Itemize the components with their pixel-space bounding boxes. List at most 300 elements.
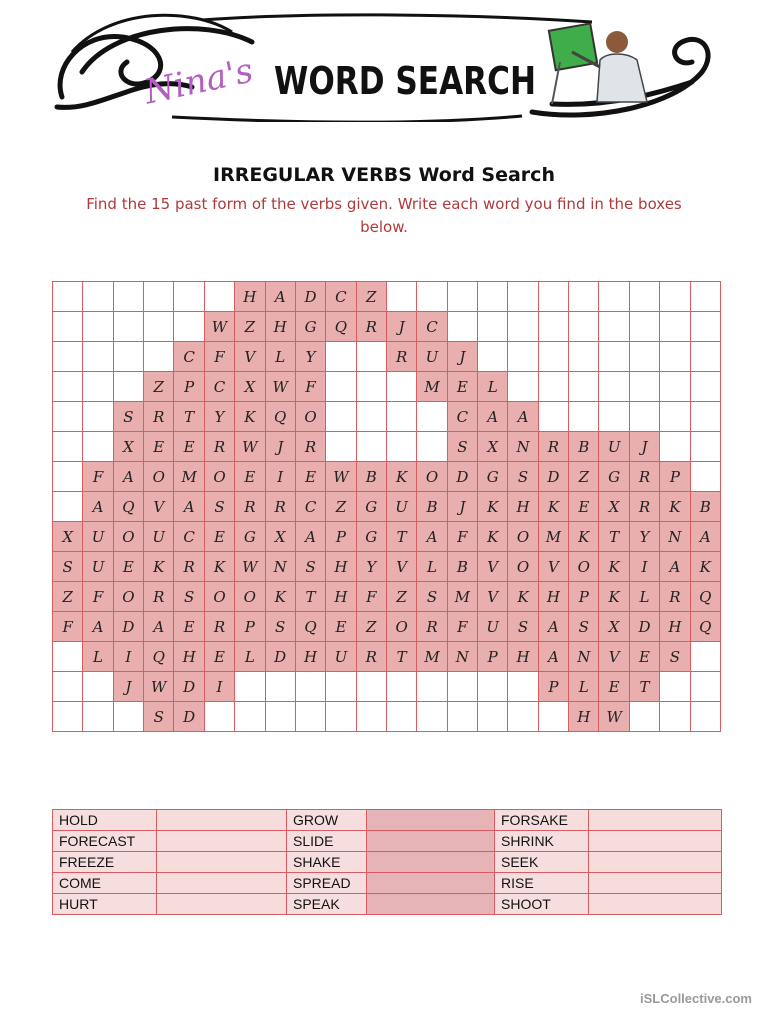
grid-cell[interactable]: F [447, 612, 477, 642]
grid-cell[interactable]: R [204, 432, 234, 462]
grid-cell[interactable]: U [417, 342, 447, 372]
grid-cell[interactable] [386, 282, 416, 312]
grid-cell[interactable] [386, 372, 416, 402]
grid-cell[interactable] [174, 282, 204, 312]
grid-cell[interactable]: U [599, 432, 629, 462]
grid-cell[interactable]: U [326, 642, 356, 672]
grid-cell[interactable] [508, 342, 538, 372]
grid-cell[interactable]: S [660, 642, 690, 672]
grid-cell[interactable]: K [478, 522, 508, 552]
grid-cell[interactable]: H [295, 642, 325, 672]
answer-box[interactable] [589, 831, 722, 852]
grid-cell[interactable] [660, 342, 690, 372]
grid-cell[interactable]: L [629, 582, 659, 612]
grid-cell[interactable]: N [569, 642, 599, 672]
grid-cell[interactable]: A [83, 492, 113, 522]
grid-cell[interactable]: R [265, 492, 295, 522]
grid-cell[interactable]: R [144, 402, 174, 432]
grid-cell[interactable]: K [599, 582, 629, 612]
grid-cell[interactable]: B [417, 492, 447, 522]
grid-cell[interactable]: S [295, 552, 325, 582]
grid-cell[interactable]: A [538, 612, 568, 642]
grid-cell[interactable]: S [204, 492, 234, 522]
grid-cell[interactable]: E [295, 462, 325, 492]
grid-cell[interactable] [599, 402, 629, 432]
grid-cell[interactable]: X [265, 522, 295, 552]
grid-cell[interactable]: O [295, 402, 325, 432]
grid-cell[interactable]: F [83, 462, 113, 492]
grid-cell[interactable]: G [478, 462, 508, 492]
grid-cell[interactable]: H [235, 282, 265, 312]
grid-cell[interactable]: F [53, 612, 83, 642]
grid-cell[interactable]: O [144, 462, 174, 492]
grid-cell[interactable]: F [447, 522, 477, 552]
grid-cell[interactable] [83, 282, 113, 312]
grid-cell[interactable] [538, 372, 568, 402]
grid-cell[interactable]: C [174, 522, 204, 552]
grid-cell[interactable]: J [629, 432, 659, 462]
grid-cell[interactable]: T [295, 582, 325, 612]
grid-cell[interactable]: Y [204, 402, 234, 432]
grid-cell[interactable]: R [174, 552, 204, 582]
answer-box[interactable] [367, 873, 495, 894]
grid-cell[interactable]: A [690, 522, 720, 552]
grid-cell[interactable] [569, 282, 599, 312]
grid-cell[interactable]: H [569, 702, 599, 732]
grid-cell[interactable]: U [83, 552, 113, 582]
grid-cell[interactable]: R [386, 342, 416, 372]
grid-cell[interactable]: N [660, 522, 690, 552]
grid-cell[interactable]: O [204, 462, 234, 492]
grid-cell[interactable] [113, 372, 143, 402]
grid-cell[interactable]: W [235, 552, 265, 582]
grid-cell[interactable]: Q [326, 312, 356, 342]
answer-box[interactable] [589, 873, 722, 894]
grid-cell[interactable] [690, 462, 720, 492]
grid-cell[interactable]: J [447, 342, 477, 372]
grid-cell[interactable] [386, 672, 416, 702]
grid-cell[interactable]: A [538, 642, 568, 672]
grid-cell[interactable] [538, 312, 568, 342]
grid-cell[interactable]: P [538, 672, 568, 702]
answer-box[interactable] [367, 831, 495, 852]
grid-cell[interactable]: D [629, 612, 659, 642]
grid-cell[interactable] [538, 342, 568, 372]
grid-cell[interactable]: E [174, 612, 204, 642]
grid-cell[interactable]: J [447, 492, 477, 522]
grid-cell[interactable]: E [629, 642, 659, 672]
grid-cell[interactable]: Q [113, 492, 143, 522]
grid-cell[interactable]: N [265, 552, 295, 582]
grid-cell[interactable]: Y [295, 342, 325, 372]
grid-cell[interactable]: A [478, 402, 508, 432]
grid-cell[interactable] [690, 432, 720, 462]
grid-cell[interactable] [660, 372, 690, 402]
grid-cell[interactable] [83, 402, 113, 432]
grid-cell[interactable] [538, 402, 568, 432]
grid-cell[interactable]: R [356, 642, 386, 672]
grid-cell[interactable]: D [295, 282, 325, 312]
grid-cell[interactable] [538, 702, 568, 732]
grid-cell[interactable] [447, 282, 477, 312]
grid-cell[interactable]: O [508, 552, 538, 582]
grid-cell[interactable]: P [569, 582, 599, 612]
grid-cell[interactable] [508, 312, 538, 342]
grid-cell[interactable] [235, 672, 265, 702]
grid-cell[interactable]: T [629, 672, 659, 702]
grid-cell[interactable]: K [144, 552, 174, 582]
grid-cell[interactable]: X [235, 372, 265, 402]
grid-cell[interactable]: T [386, 642, 416, 672]
grid-cell[interactable] [356, 672, 386, 702]
grid-cell[interactable]: D [174, 702, 204, 732]
grid-cell[interactable]: O [508, 522, 538, 552]
grid-cell[interactable]: S [417, 582, 447, 612]
grid-cell[interactable] [690, 402, 720, 432]
grid-cell[interactable]: C [417, 312, 447, 342]
grid-cell[interactable]: T [174, 402, 204, 432]
grid-cell[interactable]: S [569, 612, 599, 642]
grid-cell[interactable] [569, 342, 599, 372]
grid-cell[interactable]: J [113, 672, 143, 702]
grid-cell[interactable]: Z [356, 282, 386, 312]
grid-cell[interactable]: A [113, 462, 143, 492]
grid-cell[interactable]: L [83, 642, 113, 672]
grid-cell[interactable]: Q [144, 642, 174, 672]
grid-cell[interactable]: X [599, 612, 629, 642]
grid-cell[interactable]: V [478, 552, 508, 582]
grid-cell[interactable] [599, 312, 629, 342]
grid-cell[interactable] [113, 702, 143, 732]
grid-cell[interactable]: I [629, 552, 659, 582]
grid-cell[interactable]: X [599, 492, 629, 522]
grid-cell[interactable]: O [417, 462, 447, 492]
grid-cell[interactable]: Z [386, 582, 416, 612]
grid-cell[interactable]: A [660, 552, 690, 582]
grid-cell[interactable] [356, 372, 386, 402]
grid-cell[interactable]: P [174, 372, 204, 402]
grid-cell[interactable] [356, 432, 386, 462]
grid-cell[interactable]: R [204, 612, 234, 642]
grid-cell[interactable]: W [144, 672, 174, 702]
answer-box[interactable] [157, 810, 287, 831]
grid-cell[interactable] [569, 402, 599, 432]
grid-cell[interactable]: H [508, 642, 538, 672]
grid-cell[interactable] [629, 282, 659, 312]
grid-cell[interactable]: K [508, 582, 538, 612]
grid-cell[interactable]: C [295, 492, 325, 522]
grid-cell[interactable]: L [417, 552, 447, 582]
grid-cell[interactable]: Q [690, 582, 720, 612]
grid-cell[interactable]: S [144, 702, 174, 732]
grid-cell[interactable]: J [265, 432, 295, 462]
grid-cell[interactable]: Z [569, 462, 599, 492]
grid-cell[interactable]: K [690, 552, 720, 582]
grid-cell[interactable]: A [265, 282, 295, 312]
grid-cell[interactable]: B [447, 552, 477, 582]
grid-cell[interactable] [478, 702, 508, 732]
grid-cell[interactable]: R [417, 612, 447, 642]
grid-cell[interactable]: D [447, 462, 477, 492]
grid-cell[interactable]: K [569, 522, 599, 552]
grid-cell[interactable] [478, 282, 508, 312]
grid-cell[interactable]: U [83, 522, 113, 552]
grid-cell[interactable] [417, 402, 447, 432]
grid-cell[interactable]: V [386, 552, 416, 582]
grid-cell[interactable]: E [113, 552, 143, 582]
grid-cell[interactable]: W [265, 372, 295, 402]
grid-cell[interactable] [508, 702, 538, 732]
grid-cell[interactable]: M [417, 642, 447, 672]
answer-box[interactable] [367, 810, 495, 831]
grid-cell[interactable]: E [569, 492, 599, 522]
grid-cell[interactable]: R [538, 432, 568, 462]
grid-cell[interactable] [53, 642, 83, 672]
grid-cell[interactable]: E [447, 372, 477, 402]
grid-cell[interactable]: K [204, 552, 234, 582]
grid-cell[interactable]: Z [53, 582, 83, 612]
grid-cell[interactable] [53, 702, 83, 732]
grid-cell[interactable] [417, 702, 447, 732]
grid-cell[interactable]: E [204, 522, 234, 552]
grid-cell[interactable] [326, 372, 356, 402]
grid-cell[interactable]: Z [356, 612, 386, 642]
answer-box[interactable] [589, 852, 722, 873]
grid-cell[interactable]: C [326, 282, 356, 312]
grid-cell[interactable] [417, 432, 447, 462]
grid-cell[interactable]: L [265, 342, 295, 372]
grid-cell[interactable]: I [113, 642, 143, 672]
grid-cell[interactable]: A [83, 612, 113, 642]
grid-cell[interactable]: C [174, 342, 204, 372]
grid-cell[interactable] [356, 342, 386, 372]
grid-cell[interactable]: Y [356, 552, 386, 582]
grid-cell[interactable]: V [538, 552, 568, 582]
grid-cell[interactable] [83, 342, 113, 372]
grid-cell[interactable]: R [144, 582, 174, 612]
grid-cell[interactable]: P [660, 462, 690, 492]
grid-cell[interactable] [690, 372, 720, 402]
grid-cell[interactable] [629, 372, 659, 402]
grid-cell[interactable] [326, 402, 356, 432]
grid-cell[interactable]: N [508, 432, 538, 462]
grid-cell[interactable] [326, 672, 356, 702]
grid-cell[interactable]: O [113, 582, 143, 612]
grid-cell[interactable]: K [265, 582, 295, 612]
grid-cell[interactable]: P [326, 522, 356, 552]
grid-cell[interactable] [386, 432, 416, 462]
grid-cell[interactable]: R [356, 312, 386, 342]
grid-cell[interactable] [295, 702, 325, 732]
grid-cell[interactable]: O [113, 522, 143, 552]
grid-cell[interactable]: Z [326, 492, 356, 522]
grid-cell[interactable] [53, 342, 83, 372]
grid-cell[interactable]: R [629, 492, 659, 522]
answer-box[interactable] [157, 894, 287, 915]
answer-box[interactable] [367, 894, 495, 915]
grid-cell[interactable] [386, 702, 416, 732]
grid-cell[interactable] [478, 672, 508, 702]
grid-cell[interactable] [53, 492, 83, 522]
grid-cell[interactable] [386, 402, 416, 432]
grid-cell[interactable]: G [356, 522, 386, 552]
grid-cell[interactable]: I [204, 672, 234, 702]
grid-cell[interactable]: U [386, 492, 416, 522]
grid-cell[interactable]: S [508, 612, 538, 642]
grid-cell[interactable]: S [113, 402, 143, 432]
grid-cell[interactable] [478, 342, 508, 372]
grid-cell[interactable] [53, 432, 83, 462]
grid-cell[interactable]: V [478, 582, 508, 612]
grid-cell[interactable]: P [478, 642, 508, 672]
grid-cell[interactable] [660, 312, 690, 342]
grid-cell[interactable]: A [508, 402, 538, 432]
grid-cell[interactable] [326, 432, 356, 462]
grid-cell[interactable] [83, 702, 113, 732]
grid-cell[interactable]: D [113, 612, 143, 642]
grid-cell[interactable] [660, 432, 690, 462]
answer-box[interactable] [367, 852, 495, 873]
grid-cell[interactable]: M [538, 522, 568, 552]
grid-cell[interactable]: T [386, 522, 416, 552]
grid-cell[interactable] [53, 372, 83, 402]
grid-cell[interactable] [629, 702, 659, 732]
grid-cell[interactable] [295, 672, 325, 702]
grid-cell[interactable] [508, 372, 538, 402]
grid-cell[interactable]: E [144, 432, 174, 462]
grid-cell[interactable] [83, 312, 113, 342]
grid-cell[interactable] [417, 282, 447, 312]
grid-cell[interactable] [144, 282, 174, 312]
grid-cell[interactable]: B [356, 462, 386, 492]
grid-cell[interactable]: L [235, 642, 265, 672]
grid-cell[interactable]: R [235, 492, 265, 522]
grid-cell[interactable] [599, 282, 629, 312]
grid-cell[interactable]: Q [295, 612, 325, 642]
grid-cell[interactable] [599, 342, 629, 372]
grid-cell[interactable]: X [478, 432, 508, 462]
grid-cell[interactable] [53, 282, 83, 312]
grid-cell[interactable]: E [599, 672, 629, 702]
grid-cell[interactable]: H [508, 492, 538, 522]
grid-cell[interactable] [356, 702, 386, 732]
grid-cell[interactable]: K [478, 492, 508, 522]
grid-cell[interactable]: K [599, 552, 629, 582]
grid-cell[interactable] [660, 402, 690, 432]
grid-cell[interactable]: S [265, 612, 295, 642]
grid-cell[interactable]: H [326, 552, 356, 582]
grid-cell[interactable] [569, 372, 599, 402]
grid-cell[interactable] [265, 702, 295, 732]
grid-cell[interactable]: B [569, 432, 599, 462]
grid-cell[interactable]: O [386, 612, 416, 642]
grid-cell[interactable]: R [629, 462, 659, 492]
grid-cell[interactable]: H [265, 312, 295, 342]
grid-cell[interactable]: K [660, 492, 690, 522]
grid-cell[interactable]: Z [144, 372, 174, 402]
grid-cell[interactable] [629, 312, 659, 342]
grid-cell[interactable]: X [113, 432, 143, 462]
grid-cell[interactable]: Y [629, 522, 659, 552]
grid-cell[interactable]: U [478, 612, 508, 642]
grid-cell[interactable] [447, 312, 477, 342]
grid-cell[interactable] [235, 702, 265, 732]
grid-cell[interactable]: W [326, 462, 356, 492]
grid-cell[interactable]: B [690, 492, 720, 522]
grid-cell[interactable] [660, 672, 690, 702]
grid-cell[interactable]: F [356, 582, 386, 612]
answer-box[interactable] [157, 831, 287, 852]
grid-cell[interactable]: C [204, 372, 234, 402]
grid-cell[interactable] [204, 282, 234, 312]
grid-cell[interactable] [113, 312, 143, 342]
grid-cell[interactable]: T [599, 522, 629, 552]
grid-cell[interactable]: H [538, 582, 568, 612]
grid-cell[interactable] [538, 282, 568, 312]
grid-cell[interactable]: S [174, 582, 204, 612]
grid-cell[interactable]: I [265, 462, 295, 492]
grid-cell[interactable]: K [386, 462, 416, 492]
grid-cell[interactable]: H [326, 582, 356, 612]
grid-cell[interactable]: J [386, 312, 416, 342]
grid-cell[interactable]: H [174, 642, 204, 672]
grid-cell[interactable] [599, 372, 629, 402]
grid-cell[interactable]: W [235, 432, 265, 462]
grid-cell[interactable]: R [295, 432, 325, 462]
grid-cell[interactable]: A [295, 522, 325, 552]
grid-cell[interactable]: O [204, 582, 234, 612]
grid-cell[interactable]: V [235, 342, 265, 372]
grid-cell[interactable]: Q [690, 612, 720, 642]
answer-box[interactable] [157, 852, 287, 873]
grid-cell[interactable] [326, 342, 356, 372]
grid-cell[interactable]: G [356, 492, 386, 522]
grid-cell[interactable] [265, 672, 295, 702]
grid-cell[interactable]: F [204, 342, 234, 372]
answer-box[interactable] [589, 894, 722, 915]
grid-cell[interactable] [83, 372, 113, 402]
answer-box[interactable] [157, 873, 287, 894]
grid-cell[interactable] [83, 432, 113, 462]
grid-cell[interactable]: G [295, 312, 325, 342]
grid-cell[interactable]: K [538, 492, 568, 522]
grid-cell[interactable]: L [478, 372, 508, 402]
grid-cell[interactable]: E [174, 432, 204, 462]
grid-cell[interactable] [53, 462, 83, 492]
grid-cell[interactable]: S [447, 432, 477, 462]
grid-cell[interactable] [690, 642, 720, 672]
grid-cell[interactable]: E [326, 612, 356, 642]
grid-cell[interactable]: S [508, 462, 538, 492]
grid-cell[interactable] [53, 672, 83, 702]
grid-cell[interactable] [690, 672, 720, 702]
grid-cell[interactable] [690, 702, 720, 732]
grid-cell[interactable] [144, 312, 174, 342]
grid-cell[interactable]: F [295, 372, 325, 402]
grid-cell[interactable] [508, 672, 538, 702]
grid-cell[interactable]: E [204, 642, 234, 672]
grid-cell[interactable] [83, 672, 113, 702]
grid-cell[interactable]: U [144, 522, 174, 552]
answer-box[interactable] [589, 810, 722, 831]
grid-cell[interactable] [326, 702, 356, 732]
grid-cell[interactable]: R [660, 582, 690, 612]
grid-cell[interactable] [690, 312, 720, 342]
grid-cell[interactable] [204, 702, 234, 732]
grid-cell[interactable]: A [174, 492, 204, 522]
grid-cell[interactable] [629, 342, 659, 372]
grid-cell[interactable]: Q [265, 402, 295, 432]
